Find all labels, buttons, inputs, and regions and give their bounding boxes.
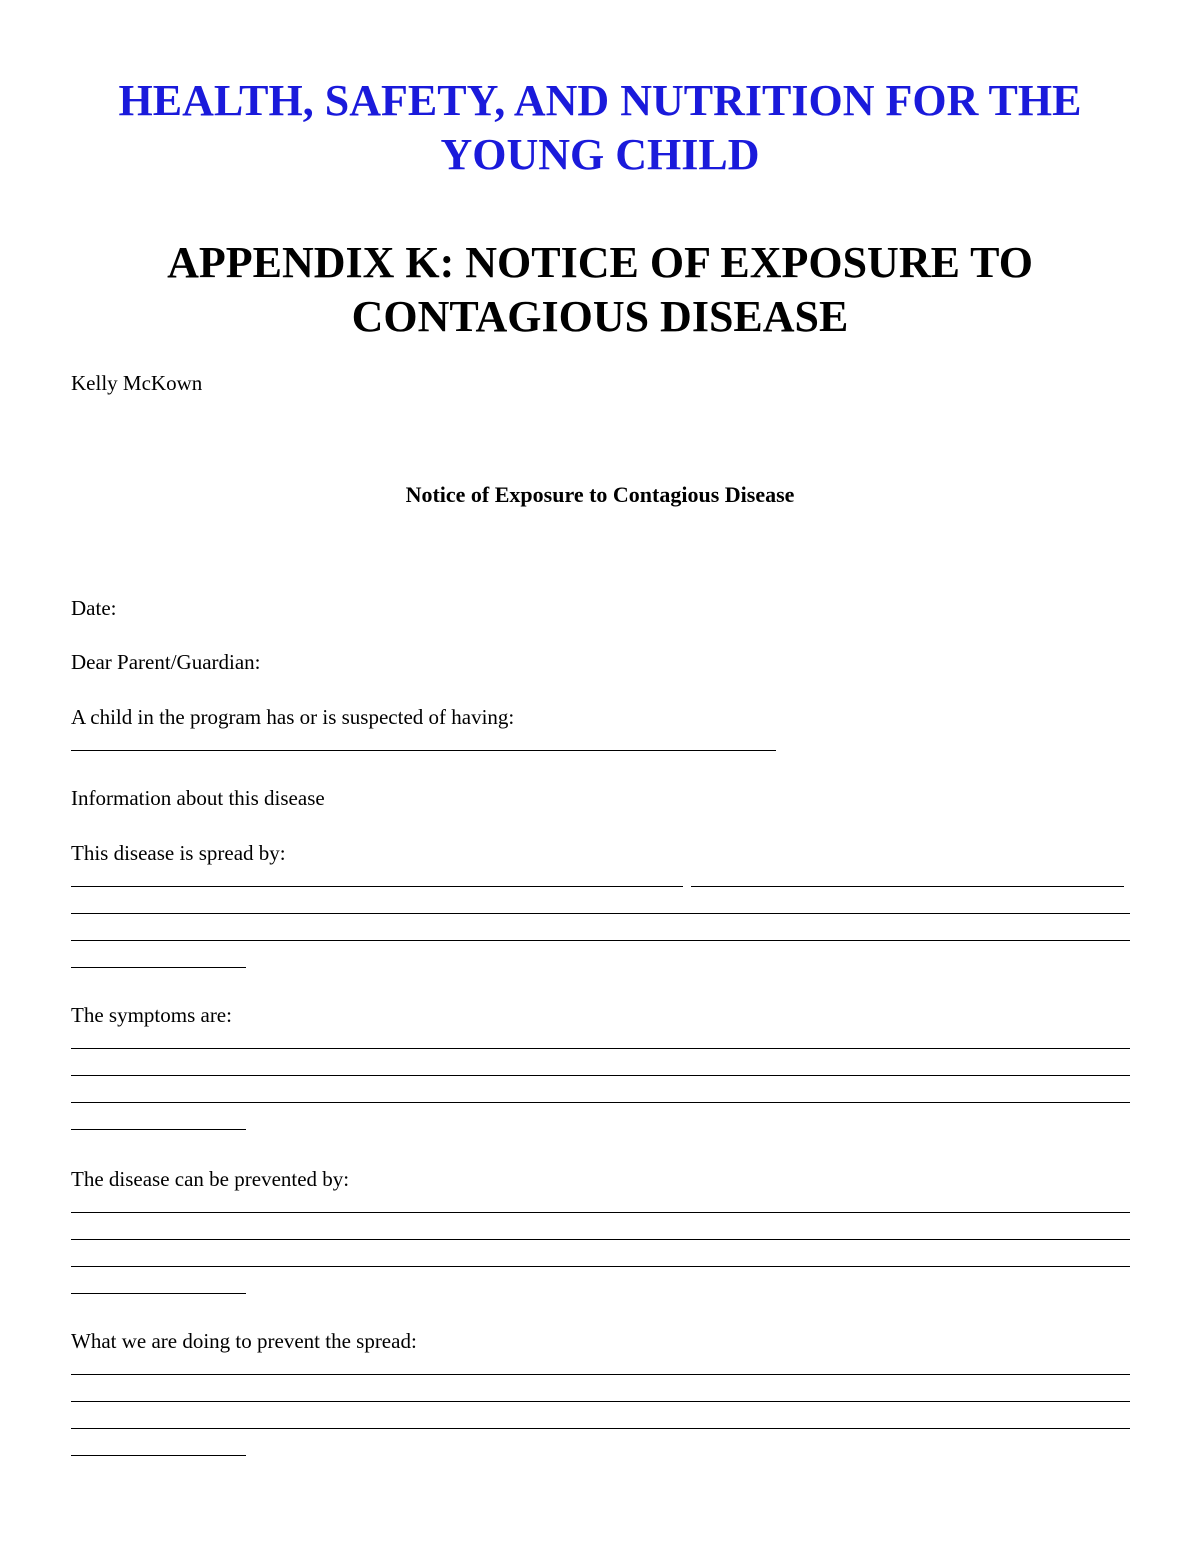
prevent-spread-blank-line-1 (71, 1374, 1130, 1375)
spread-label: This disease is spread by: (71, 841, 286, 865)
prevent-spread-label: What we are doing to prevent the spread: (71, 1329, 417, 1353)
prevented-blank-line-4 (71, 1293, 246, 1294)
appendix-title-line-1: APPENDIX K: NOTICE OF EXPOSURE TO (167, 238, 1033, 287)
prevented-label: The disease can be prevented by: (71, 1167, 350, 1191)
book-title-line-2: YOUNG CHILD (440, 130, 760, 179)
appendix-title (60, 236, 1140, 344)
info-heading: Information about this disease (71, 786, 325, 810)
spread-blank-line-3 (71, 940, 1130, 941)
prevented-blank-line-1 (71, 1212, 1130, 1213)
spread-blank-line-2 (71, 913, 1130, 914)
symptoms-label: The symptoms are: (71, 1003, 232, 1027)
prevent-spread-blank-line-4 (71, 1455, 246, 1456)
prevent-spread-blank-line-2 (71, 1401, 1130, 1402)
symptoms-blank-line-2 (71, 1075, 1130, 1076)
symptoms-blank-line-4 (71, 1129, 246, 1130)
prevented-blank-line-2 (71, 1239, 1130, 1240)
salutation: Dear Parent/Guardian: (71, 650, 261, 674)
prevent-spread-blank-line-3 (71, 1428, 1130, 1429)
symptoms-blank-line-1 (71, 1048, 1130, 1049)
spread-blank-line-1b (691, 886, 1124, 887)
author-name: Kelly McKown (71, 371, 203, 395)
spread-blank-line-4 (71, 967, 246, 968)
prevented-blank-line-3 (71, 1266, 1130, 1267)
form-title: Notice of Exposure to Contagious Disease (405, 482, 795, 507)
book-title-line-1: HEALTH, SAFETY, AND NUTRITION FOR THE (118, 76, 1082, 125)
book-title (60, 74, 1140, 182)
suspected-disease-blank (71, 750, 776, 751)
appendix-title-line-2: CONTAGIOUS DISEASE (351, 292, 849, 341)
suspected-disease-label: A child in the program has or is suspected of having: (71, 705, 515, 729)
date-label: Date: (71, 596, 117, 620)
spread-blank-line-1a (71, 886, 683, 887)
symptoms-blank-line-3 (71, 1102, 1130, 1103)
